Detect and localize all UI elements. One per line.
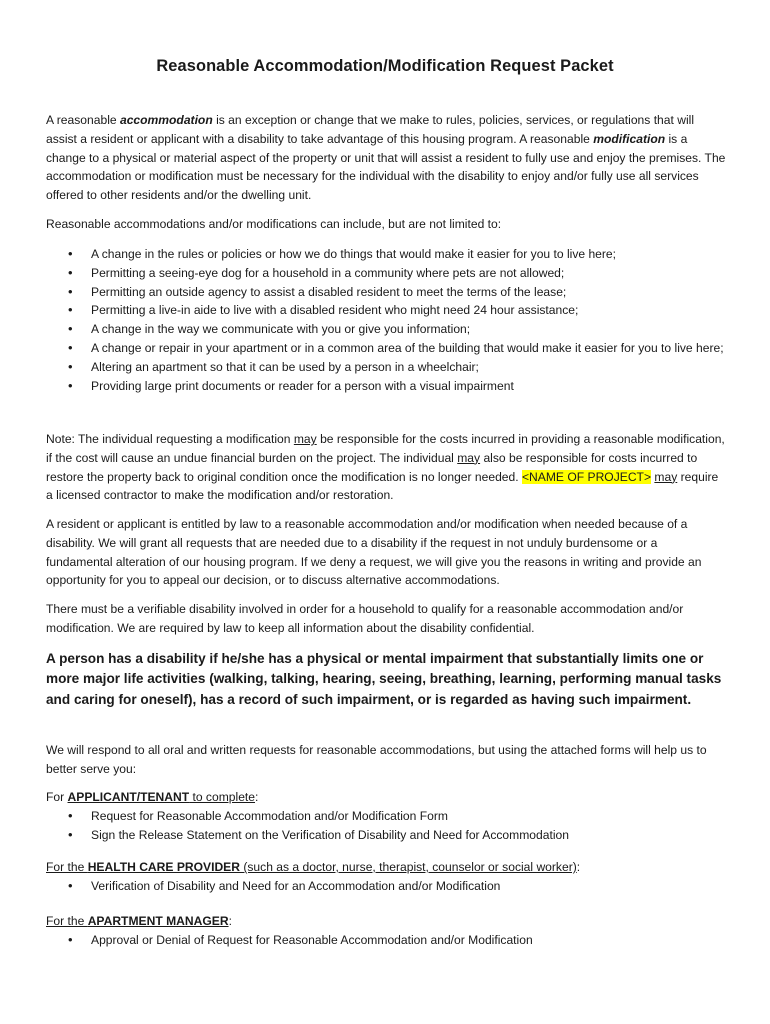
list-item: • Providing large print documents or reader for a person with a visual impairment	[46, 377, 726, 396]
manager-list	[46, 931, 726, 950]
list-item: • Verification of Disability and Need for an Accommodation and/or Modification	[46, 877, 726, 896]
examples-list-wrap	[46, 245, 726, 395]
list-item: • Permitting an outside agency to assist a disabled resident to meet the terms of the lease;	[46, 283, 726, 302]
list-item: • Sign the Release Statement on the Verification of Disability and Need for Accommodation	[46, 826, 726, 845]
provider-list	[46, 877, 726, 896]
note-text-4: require a licensed contractor to make the modification and/or restoration.	[46, 469, 719, 503]
note-may-1: may	[293, 432, 317, 446]
provider-heading	[46, 858, 726, 877]
manager-heading	[46, 912, 726, 931]
applicant-post: to complete	[189, 790, 256, 804]
applicant-heading	[46, 788, 726, 807]
list-item: • Permitting a seeing-eye dog for a household in a community where pets are not allowed;	[46, 264, 726, 283]
note-text-1: Note: The individual requesting a modification	[46, 432, 294, 446]
note-may-2: may	[457, 450, 481, 465]
intro-text-2: is an exception or change that we make to rules, policies, services, or regulations that will assist a resident or applicant with a disability to take advantage of this housing program. A reasonable	[46, 113, 695, 146]
provider-section	[46, 858, 726, 896]
project-name-placeholder: <NAME OF PROJECT>	[521, 469, 652, 484]
applicant-colon: :	[255, 790, 259, 804]
document-title: Reasonable Accommodation/Modification Request Packet	[156, 57, 614, 75]
disability-definition: A person has a disability if he/she has a physical or mental impairment that substantially limits one or more major life activities (walking, talking, hearing, seeing, breathing, learning, performing manual tasks and caring for oneself), has a record of such impairment, or is regarded as having such impairment.	[46, 651, 722, 707]
intro-paragraph	[46, 111, 726, 205]
applicant-role: APPLICANT/TENANT	[67, 790, 190, 804]
applicant-section	[46, 788, 726, 844]
list-item: • A change in the rules or policies or how we do things that would make it easier for you to live here;	[46, 245, 726, 264]
provider-pre: For the	[46, 860, 88, 874]
term-accommodation: accommodation	[119, 113, 213, 127]
note-text-2: be responsible for the costs incurred in providing a reasonable modification, if the cost will cause an undue financial burden on the project. The individual	[46, 432, 725, 465]
provider-colon: :	[576, 860, 581, 874]
list-intro: Reasonable accommodations and/or modifications can include, but are not limited to:	[46, 217, 502, 231]
verifiable-paragraph: There must be a verifiable disability involved in order for a household to qualify for a reasonable accommodation and/or modification. We are required by law to keep all information about the disability confidential.	[46, 602, 684, 635]
list-item: • A change or repair in your apartment or in a common area of the building that would make it easier for you to live here;	[46, 339, 726, 358]
respond-paragraph: We will respond to all oral and written requests for reasonable accommodations, but using the attached forms will help us to better serve you:	[46, 743, 707, 776]
applicant-list	[46, 807, 726, 845]
manager-section	[46, 912, 726, 950]
list-item: • A change in the way we communicate with you or give you information;	[46, 320, 726, 339]
manager-role: APARTMENT MANAGER	[87, 914, 229, 928]
term-modification: modification	[593, 131, 666, 146]
provider-role: HEALTH CARE PROVIDER	[87, 860, 240, 874]
examples-list	[46, 245, 726, 395]
list-item: • Approval or Denial of Request for Reasonable Accommodation and/or Modification	[46, 931, 726, 950]
list-item: • Altering an apartment so that it can be used by a person in a wheelchair;	[46, 358, 726, 377]
intro-text-3: is a change to a physical or material aspect of the property or unit that will assist a resident to fully use and enjoy the premises. The accommodation or modification must be necessary for the individual with the disability to enjoy and/or fully use all services offered to other residents and/or the dwelling unit.	[46, 131, 726, 203]
applicant-pre: For	[46, 790, 68, 804]
note-text-3: also be responsible for costs incurred to restore the property back to original condition once the modification is no longer needed.	[46, 450, 698, 484]
note-paragraph	[46, 430, 726, 505]
provider-post: (such as a doctor, nurse, therapist, counselor or social worker)	[240, 860, 577, 874]
manager-pre: For the	[46, 914, 88, 928]
note-may-3: may	[654, 469, 678, 484]
list-item: • Permitting a live-in aide to live with a disabled resident who might need 24 hour assistance;	[46, 301, 726, 320]
entitled-paragraph: A resident or applicant is entitled by law to a reasonable accommodation and/or modification when needed because of a disability. We will grant all requests that are needed due to a disability if the request in not unduly burdensome or a fundamental alteration of our housing program. If we deny a request, we will give you the reasons in writing and provide an opportunity for you to appeal our decision, or to discuss alternative accommodations.	[46, 517, 702, 588]
list-item: • Request for Reasonable Accommodation and/or Modification Form	[46, 807, 726, 826]
manager-colon: :	[228, 914, 232, 928]
intro-text-1: A reasonable	[46, 113, 120, 127]
